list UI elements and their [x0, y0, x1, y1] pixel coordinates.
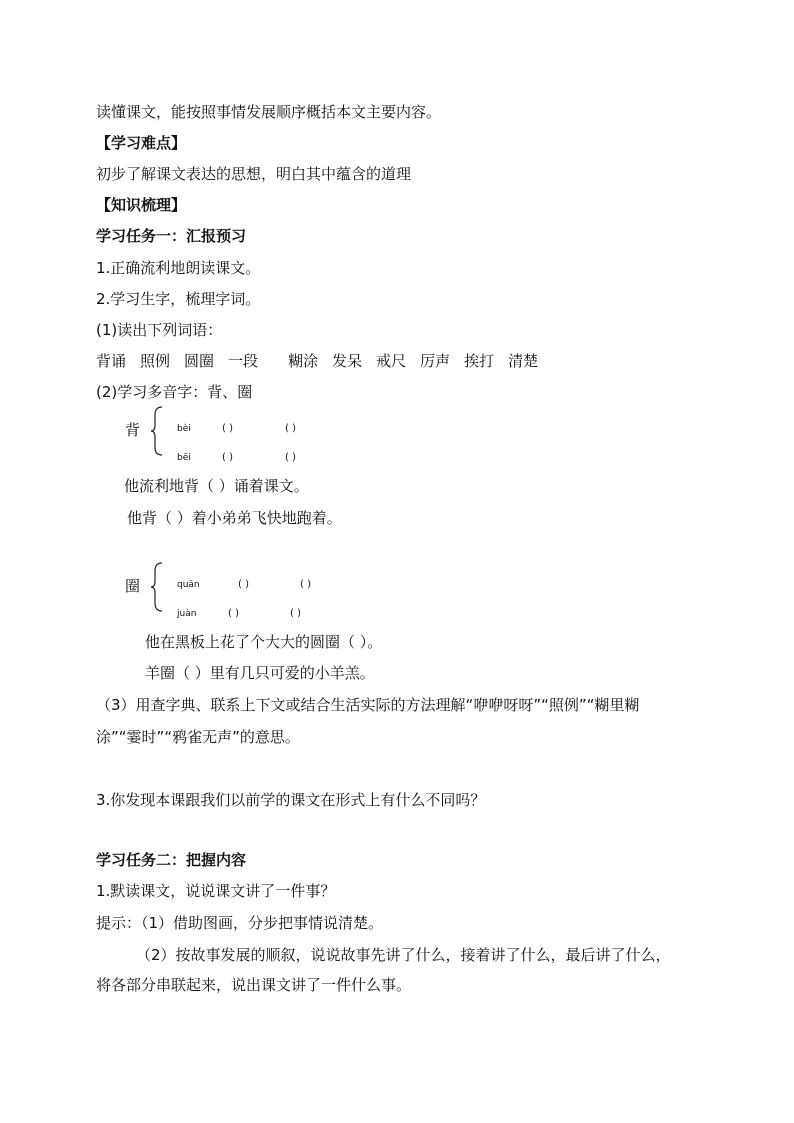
answer-blank: ( ) — [285, 452, 296, 463]
vocab-word: 厉声 — [420, 352, 451, 370]
heading-knowledge-outline: 【知识梳理】 — [96, 196, 187, 214]
pinyin-quan-2: juàn — [177, 609, 197, 619]
vocab-word: 发呆 — [332, 352, 363, 370]
answer-blank: ( ) — [222, 452, 233, 463]
pinyin-bei-1: bèi — [177, 424, 191, 434]
task2-heading: 学习任务二：把握内容 — [96, 851, 247, 869]
objective-text: 读懂课文，能按照事情发展顺序概括本文主要内容。 — [96, 103, 442, 121]
heading-learning-difficulty: 【学习难点】 — [96, 134, 187, 152]
task1-heading: 学习任务一：汇报预习 — [96, 227, 247, 245]
quan-sentence-2: 羊圈（ ）里有几只可爱的小羊羔。 — [145, 664, 375, 682]
task2-tip: 提示：（1）借助图画，分步把事情说清楚。 — [96, 914, 384, 932]
difficulty-text: 初步了解课文表达的思想，明白其中蕴含的道理 — [96, 165, 412, 183]
answer-blank: ( ) — [285, 423, 296, 434]
bei-sentence-2: 他背（ ）着小弟弟飞快地跑着。 — [127, 509, 342, 527]
task1-item2-sub1: (1)读出下列词语： — [96, 321, 223, 339]
vocab-word: 糊涂 — [288, 352, 319, 370]
vocab-word: 戒尺 — [376, 352, 407, 370]
polyphone-char-quan: 圈 — [125, 577, 141, 595]
task1-item1: 1.正确流利地朗读课文。 — [96, 259, 261, 277]
pinyin-quan-1: quān — [177, 580, 200, 590]
task2-tip-2: （2）按故事发展的顺叙，说说故事先讲了什么，接着讲了什么，最后讲了什么， — [136, 946, 671, 964]
brace-icon — [150, 405, 164, 457]
vocab-word: 背诵 — [96, 352, 127, 370]
answer-blank: ( ) — [290, 608, 301, 619]
vocab-word: 一段 — [228, 352, 259, 370]
answer-blank: ( ) — [300, 579, 311, 590]
pinyin-bei-2: bēi — [177, 453, 191, 463]
vocab-word: 清楚 — [508, 352, 539, 370]
task1-item3: 3.你发现本课跟我们以前学的课文在形式上有什么不同吗？ — [96, 791, 486, 809]
task1-item2: 2.学习生字，梳理字词。 — [96, 290, 261, 308]
vocab-word: 挨打 — [464, 352, 495, 370]
brace-icon — [150, 561, 164, 613]
task1-item2-sub3-cont: 涂”“霎时”“鸦雀无声”的意思。 — [96, 728, 300, 746]
vocab-word: 圆圈 — [184, 352, 215, 370]
vocab-list — [96, 351, 538, 371]
task2-item1: 1.默读课文，说说课文讲了一件事？ — [96, 882, 336, 900]
answer-blank: ( ) — [238, 579, 249, 590]
bei-sentence-1: 他流利地背（ ）诵着课文。 — [124, 477, 309, 495]
quan-sentence-1: 他在黑板上花了个大大的圆圈（ ）。 — [145, 633, 383, 651]
task1-item2-sub2: (2)学习多音字：背、圈 — [96, 383, 253, 401]
task2-tip-2-cont: 将各部分串联起来，说出课文讲了一件什么事。 — [96, 976, 412, 994]
vocab-word: 照例 — [140, 352, 171, 370]
task1-item2-sub3: （3）用查字典、联系上下文或结合生活实际的方法理解“咿咿呀呀”“照例”“糊里糊 — [96, 696, 640, 714]
answer-blank: ( ) — [222, 423, 233, 434]
polyphone-char-bei: 背 — [125, 421, 141, 439]
answer-blank: ( ) — [228, 608, 239, 619]
